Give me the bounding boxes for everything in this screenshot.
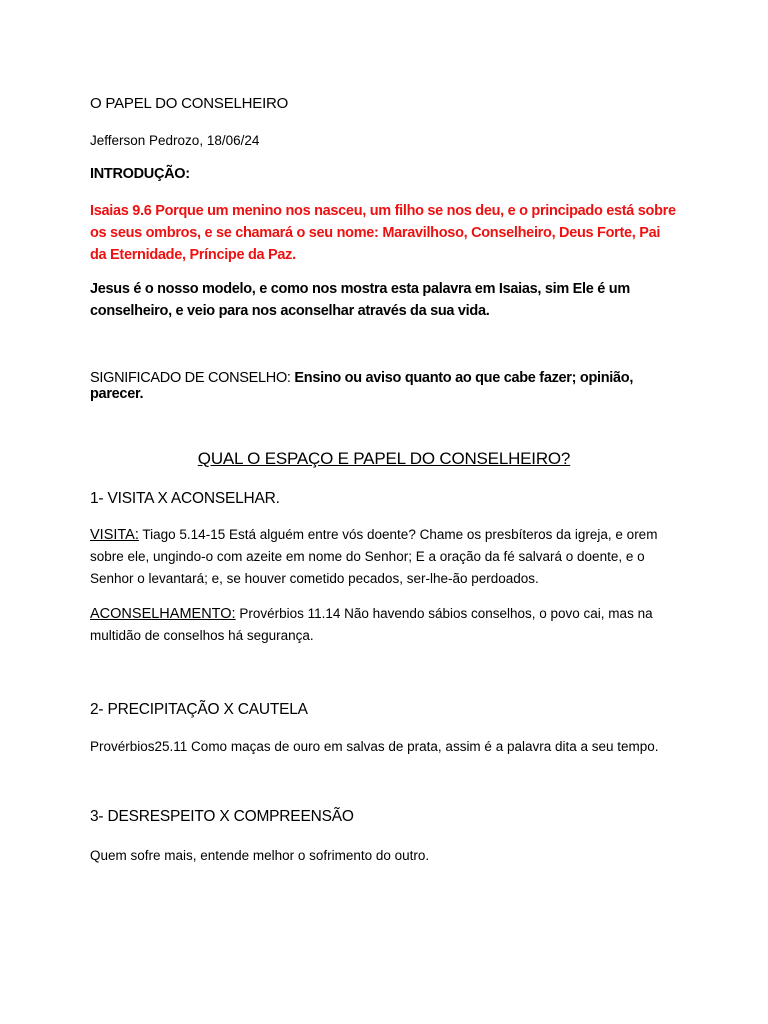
verse-text: Isaias 9.6 Porque um menino nos nasceu, um filho se nos deu, e o principado está sobre os seus ombros, e se chamará o seu nome: Maravilhoso, Conselheiro, Deus Forte, Pai da Eternidade, Príncipe da Paz. [90, 203, 676, 263]
aconselhamento-text: Provérbios 11.14 Não havendo sábios conselhos, o povo cai, mas na multidão de conselhos há segurança. [90, 606, 653, 643]
significado-text: Ensino ou aviso quanto ao que cabe fazer; opinião, parecer. [90, 370, 634, 402]
section2-text: Provérbios25.11 Como maças de ouro em salvas de prata, assim é a palavra dita a seu tempo. [90, 739, 659, 754]
visita-paragraph [90, 524, 680, 590]
significado-paragraph [90, 370, 680, 402]
aconselhamento-label: ACONSELHAMENTO: [90, 606, 236, 622]
section1-heading: 1- VISITA X ACONSELHAR. [90, 490, 280, 507]
section3-heading: 3- DESRESPEITO X COMPREENSÃO [90, 808, 354, 825]
visita-label: VISITA: [90, 527, 139, 543]
intro-label: INTRODUÇÃO: [90, 166, 190, 182]
author-date: Jefferson Pedrozo, 18/06/24 [90, 133, 260, 148]
section-heading: QUAL O ESPAÇO E PAPEL DO CONSELHEIRO? [197, 449, 571, 468]
document-title: O PAPEL DO CONSELHEIRO [90, 95, 289, 112]
section2-heading: 2- PRECIPITAÇÃO X CAUTELA [90, 701, 308, 718]
visita-text: Tiago 5.14-15 Está alguém entre vós doente? Chame os presbíteros da igreja, e orem sobre ele, ungindo-o com azeite em nome do Senhor; E a oração da fé salvará o doente, e o Senhor o levantará; e, se houver cometido pecados, ser-lhe-ão perdoados. [90, 527, 658, 586]
jesus-paragraph: Jesus é o nosso modelo, e como nos mostra esta palavra em Isaias, sim Ele é um conselheiro, e veio para nos aconselhar através da sua vida. [90, 281, 630, 319]
significado-label: SIGNIFICADO DE CONSELHO: [90, 370, 291, 386]
aconselhamento-paragraph [90, 603, 680, 647]
section3-text: Quem sofre mais, entende melhor o sofrimento do outro. [90, 848, 430, 863]
